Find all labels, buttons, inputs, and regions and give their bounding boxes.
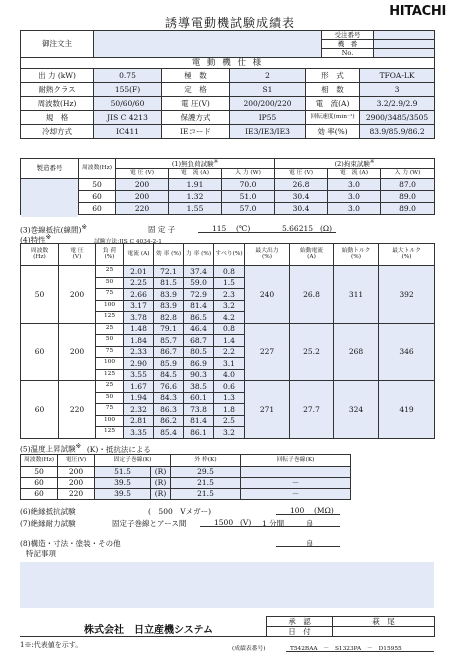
noload-heading: (1)無負荷試験※ — [116, 159, 275, 169]
spec-value: 2900/3485/3505 — [360, 111, 435, 125]
column-header: 効 率 (%) — [154, 244, 184, 266]
value-cell: 3.0 — [328, 191, 381, 203]
spec-value: 83.9/85.9/86.2 — [360, 125, 435, 139]
temp-cell: 21.5 — [171, 478, 241, 489]
special-notes-label: 特記事項 — [26, 549, 56, 558]
value-cell: 26.8 — [275, 179, 328, 191]
temp-cell: 50 — [21, 467, 58, 478]
winding-unit: (Ω) — [320, 224, 333, 233]
column-header: 電 流 (A) — [169, 169, 222, 179]
brand-logo: HITACHI — [389, 4, 446, 19]
machine-number-label: 機 番 — [322, 40, 374, 49]
summary-cell: 392 — [379, 266, 435, 324]
spec-label: 定 格 — [162, 83, 230, 97]
value-cell: 90.3 — [184, 369, 214, 381]
value-cell: 3.35 — [124, 427, 154, 439]
value-cell: 81.4 — [184, 300, 214, 312]
value-cell: 85.4 — [154, 427, 184, 439]
value-cell: 68.7 — [184, 335, 214, 347]
column-header: すべり(%) — [214, 244, 245, 266]
value-cell: 1.67 — [124, 381, 154, 393]
value-cell: 59.0 — [184, 277, 214, 289]
load-cell: 50 — [96, 277, 124, 289]
order-number-label: 受注番号 — [322, 31, 374, 40]
load-cell: 125 — [96, 427, 124, 439]
freq-cell: 60 — [21, 323, 59, 381]
structure-result: 良 — [306, 539, 314, 548]
no-label: No. — [322, 49, 374, 58]
load-cell: 25 — [96, 323, 124, 335]
value-cell: 2.01 — [124, 266, 154, 278]
structure-label: (8)構造・寸法・塗装・その他 — [20, 539, 121, 548]
insulation-label: (6)絶縁抵抗試験 — [20, 507, 76, 516]
value-cell: 72.1 — [154, 266, 184, 278]
value-cell: 84.5 — [154, 369, 184, 381]
value-cell: 86.9 — [184, 358, 214, 370]
value-cell: 85.9 — [154, 358, 184, 370]
freq-cell: 50 — [79, 179, 116, 191]
column-header: 周波数 (Hz) — [21, 244, 59, 266]
value-cell: 1.55 — [169, 203, 222, 215]
summary-cell: 311 — [334, 266, 379, 324]
spec-value: 0.75 — [94, 69, 162, 83]
value-cell: 1.94 — [124, 392, 154, 404]
spec-value: 2 — [230, 69, 306, 83]
value-cell: 38.5 — [184, 381, 214, 393]
withstand-label: (7)絶縁耐力試験 — [20, 519, 76, 528]
value-cell: 46.4 — [184, 323, 214, 335]
spec-heading: 電 動 機 仕 様 — [21, 58, 435, 69]
column-header: 電 流 (A) — [328, 169, 381, 179]
value-cell: 86.7 — [154, 346, 184, 358]
spec-label: 出 力 (kW) — [21, 69, 94, 83]
value-cell: 4.2 — [214, 312, 245, 324]
load-cell: 25 — [96, 266, 124, 278]
date-label: 日 付 — [267, 627, 333, 637]
value-cell: 30.4 — [275, 191, 328, 203]
value-cell: 3.1 — [214, 358, 245, 370]
value-cell: 73.8 — [184, 404, 214, 416]
temp-cell: 200 — [58, 467, 95, 478]
temp-cell: 220 — [58, 489, 95, 500]
value-cell: 1.32 — [169, 191, 222, 203]
customer-value — [94, 31, 322, 58]
document-title: 誘導電動機試験成績表 — [164, 16, 295, 30]
withstand-duration: 1 分間 — [262, 519, 285, 528]
value-cell: 3.2 — [214, 300, 245, 312]
spec-label: 形 式 — [306, 69, 360, 83]
value-cell: 70.0 — [222, 179, 275, 191]
winding-temp-unit: (℃) — [236, 224, 251, 233]
column-header: 始動トルク (%) — [334, 244, 379, 266]
load-cell: 50 — [96, 335, 124, 347]
spec-label: 電 圧(V) — [162, 97, 230, 111]
spec-label: 耐熱クラス — [21, 83, 94, 97]
spec-value: S1 — [230, 83, 306, 97]
spec-label: 電 流(A) — [306, 97, 360, 111]
value-cell: 80.5 — [184, 346, 214, 358]
spec-value: IP55 — [230, 111, 306, 125]
temp-cell: － — [241, 489, 351, 500]
column-header: 電 圧 (V) — [116, 169, 169, 179]
value-cell: 3.2 — [214, 427, 245, 439]
summary-cell: 346 — [379, 323, 435, 381]
temp-cell: 39.5 — [95, 478, 151, 489]
value-cell: 81.5 — [154, 277, 184, 289]
freq-cell: 50 — [21, 266, 59, 324]
structure-underline — [276, 546, 340, 547]
withstand-underline — [200, 526, 340, 527]
customer-table — [20, 30, 435, 58]
load-cell: 25 — [96, 381, 124, 393]
freq-cell: 60 — [21, 381, 59, 439]
load-cell: 125 — [96, 369, 124, 381]
load-cell: 75 — [96, 289, 124, 301]
serial-label: 製造番号 — [21, 159, 79, 179]
value-cell: 89.0 — [381, 191, 435, 203]
withstand-result: 良 — [306, 519, 314, 528]
spec-value: 3 — [360, 83, 435, 97]
withstand-text: 固定子巻線とアース間 — [112, 519, 187, 528]
value-cell: 3.0 — [328, 203, 381, 215]
summary-cell: 240 — [245, 266, 290, 324]
spec-label: 相 数 — [306, 83, 360, 97]
temp-cell — [241, 467, 351, 478]
column-header: 入 力 (W) — [381, 169, 435, 179]
summary-cell: 324 — [334, 381, 379, 439]
temp-cell: (R) — [151, 489, 171, 500]
approve-label: 承 認 — [267, 617, 333, 627]
column-header: 力 率 (%) — [184, 244, 214, 266]
temp-cell: － — [241, 478, 351, 489]
value-cell: 37.4 — [184, 266, 214, 278]
value-cell: 86.5 — [184, 312, 214, 324]
insulation-value: 100 — [290, 506, 305, 515]
summary-cell: 26.8 — [290, 266, 334, 324]
load-cell: 75 — [96, 346, 124, 358]
value-cell: 86.1 — [184, 427, 214, 439]
winding-underline — [198, 232, 336, 233]
temp-cell: (R) — [151, 478, 171, 489]
value-cell: 3.78 — [124, 312, 154, 324]
value-cell: 1.8 — [214, 404, 245, 416]
load-cell: 125 — [96, 312, 124, 324]
withstand-unit: (V) — [240, 518, 252, 527]
value-cell: 86.2 — [154, 415, 184, 427]
value-cell: 3.0 — [328, 179, 381, 191]
temperature-table — [20, 454, 351, 500]
value-cell: 82.8 — [154, 312, 184, 324]
value-cell: 200 — [116, 179, 169, 191]
serial-value-box — [21, 180, 78, 217]
column-header: 始動電流 (A) — [290, 244, 334, 266]
insulation-condition: ( 500 Vメガー) — [148, 507, 212, 516]
winding-stator: 固 定 子 — [148, 225, 176, 234]
freq-label: 周波数(Hz) — [79, 159, 116, 179]
char-method: 試験方法:JIS C 4034-2-1 — [94, 239, 162, 245]
value-cell: 2.66 — [124, 289, 154, 301]
column-header: 電 圧 (V) — [275, 169, 328, 179]
value-cell: 3.55 — [124, 369, 154, 381]
spec-label: 回転速度(min⁻¹) — [306, 111, 360, 125]
value-cell: 4.0 — [214, 369, 245, 381]
spec-value: 155(F) — [94, 83, 162, 97]
value-cell: 2.5 — [214, 415, 245, 427]
voltage-cell: 200 — [59, 266, 96, 324]
value-cell: 76.6 — [154, 381, 184, 393]
load-cell: 50 — [96, 392, 124, 404]
column-header: 最大出力 (%) — [245, 244, 290, 266]
load-cell: 75 — [96, 404, 124, 416]
value-cell: 83.9 — [154, 289, 184, 301]
value-cell: 2.32 — [124, 404, 154, 416]
value-cell: 89.0 — [381, 203, 435, 215]
column-header: 入 力 (W) — [222, 169, 275, 179]
value-cell: 2.90 — [124, 358, 154, 370]
value-cell: 1.91 — [169, 179, 222, 191]
report-label: (成績表番号) — [232, 646, 266, 652]
column-header: 最大トルク (%) — [379, 244, 435, 266]
approval-table — [266, 616, 435, 637]
locked-heading: (2)拘束試験※ — [275, 159, 435, 169]
approver-name: 萩 尾 — [333, 617, 435, 627]
special-notes-box — [20, 562, 434, 608]
winding-temp: 115 — [212, 224, 227, 233]
value-cell: 81.4 — [184, 415, 214, 427]
load-cell: 100 — [96, 415, 124, 427]
value-cell: 84.3 — [154, 392, 184, 404]
spec-label: IEコード — [162, 125, 230, 139]
order-number-value — [374, 31, 435, 40]
load-cell: 100 — [96, 300, 124, 312]
company-name: 株式会社 日立産機システム — [84, 625, 213, 636]
machine-number-value — [374, 40, 435, 49]
column-header: 電流 (A) — [124, 244, 154, 266]
column-header: 外 枠(K) — [171, 455, 241, 467]
column-header: 電圧(V) — [58, 455, 95, 467]
value-cell: 51.0 — [222, 191, 275, 203]
report-number: T542BAA － S1323PA － D15955 — [290, 646, 402, 652]
temp-cell: 29.5 — [171, 467, 241, 478]
value-cell: 200 — [116, 191, 169, 203]
spec-value: 50/60/60 — [94, 97, 162, 111]
value-cell: 0.8 — [214, 266, 245, 278]
value-cell: 2.25 — [124, 277, 154, 289]
voltage-cell: 200 — [59, 323, 96, 381]
temp-cell: 51.5 — [95, 467, 151, 478]
column-header: 周波数(Hz) — [21, 455, 58, 467]
column-header: 固定子巻線(K) — [95, 455, 171, 467]
value-cell: 1.5 — [214, 277, 245, 289]
temp-cell: 200 — [58, 478, 95, 489]
value-cell: 85.7 — [154, 335, 184, 347]
temp-label: (5)温度上昇試験※ (K)・抵抗法による — [20, 443, 151, 454]
summary-cell: 268 — [334, 323, 379, 381]
spec-value: TFOA-LK — [360, 69, 435, 83]
summary-cell: 27.7 — [290, 381, 334, 439]
value-cell: 220 — [116, 203, 169, 215]
value-cell: 83.9 — [154, 300, 184, 312]
spec-value: IE3/IE3/IE3 — [230, 125, 306, 139]
spec-label: 規 格 — [21, 111, 94, 125]
characteristics-table — [20, 243, 435, 439]
spec-value: JIS C 4213 — [94, 111, 162, 125]
voltage-cell: 220 — [59, 381, 96, 439]
summary-cell: 227 — [245, 323, 290, 381]
temp-cell: 60 — [21, 478, 58, 489]
temp-cell: (R) — [151, 467, 171, 478]
summary-cell: 271 — [245, 381, 290, 439]
column-header: 回転子巻線(K) — [241, 455, 351, 467]
noload-locked-table — [20, 158, 435, 215]
value-cell: 2.2 — [214, 346, 245, 358]
value-cell: 79.1 — [154, 323, 184, 335]
footnote: 1※:代表値を示す。 — [20, 641, 83, 649]
spec-label: 冷却方式 — [21, 125, 94, 139]
temp-cell: 60 — [21, 489, 58, 500]
value-cell: 3.17 — [124, 300, 154, 312]
footer-rule — [20, 636, 434, 637]
value-cell: 1.84 — [124, 335, 154, 347]
value-cell: 57.0 — [222, 203, 275, 215]
date-value — [333, 627, 435, 637]
winding-value: 5.66215 — [282, 224, 314, 233]
value-cell: 2.3 — [214, 289, 245, 301]
value-cell: 1.48 — [124, 323, 154, 335]
spec-table — [20, 57, 435, 139]
value-cell: 86.3 — [154, 404, 184, 416]
freq-cell: 60 — [79, 191, 116, 203]
withstand-volt: 1500 — [214, 518, 234, 527]
spec-value: IC411 — [94, 125, 162, 139]
value-cell: 60.1 — [184, 392, 214, 404]
spec-value: 200/200/220 — [230, 97, 306, 111]
column-header: 電 圧 (V) — [59, 244, 96, 266]
summary-cell: 419 — [379, 381, 435, 439]
value-cell: 72.9 — [184, 289, 214, 301]
spec-label: 保護方式 — [162, 111, 230, 125]
value-cell: 1.3 — [214, 392, 245, 404]
spec-label: 効 率(%) — [306, 125, 360, 139]
load-cell: 100 — [96, 358, 124, 370]
value-cell: 2.33 — [124, 346, 154, 358]
temp-cell: 21.5 — [171, 489, 241, 500]
char-label: (4)特性※ — [20, 234, 51, 245]
value-cell: 0.6 — [214, 381, 245, 393]
value-cell: 87.0 — [381, 179, 435, 191]
report-underline — [286, 651, 434, 652]
value-cell: 30.4 — [275, 203, 328, 215]
insulation-underline — [276, 514, 340, 515]
spec-label: 周波数(Hz) — [21, 97, 94, 111]
spec-label: 極 数 — [162, 69, 230, 83]
column-header: 負 荷 (%) — [96, 244, 124, 266]
freq-cell: 60 — [79, 203, 116, 215]
value-cell: 0.8 — [214, 323, 245, 335]
temp-cell: 39.5 — [95, 489, 151, 500]
value-cell: 2.81 — [124, 415, 154, 427]
value-cell: 1.4 — [214, 335, 245, 347]
spec-value: 3.2/2.9/2.9 — [360, 97, 435, 111]
summary-cell: 25.2 — [290, 323, 334, 381]
insulation-unit: (MΩ) — [314, 506, 334, 515]
customer-label: 御注文主 — [21, 31, 94, 58]
winding-label: (3)巻線抵抗(線間)※ — [20, 224, 87, 235]
